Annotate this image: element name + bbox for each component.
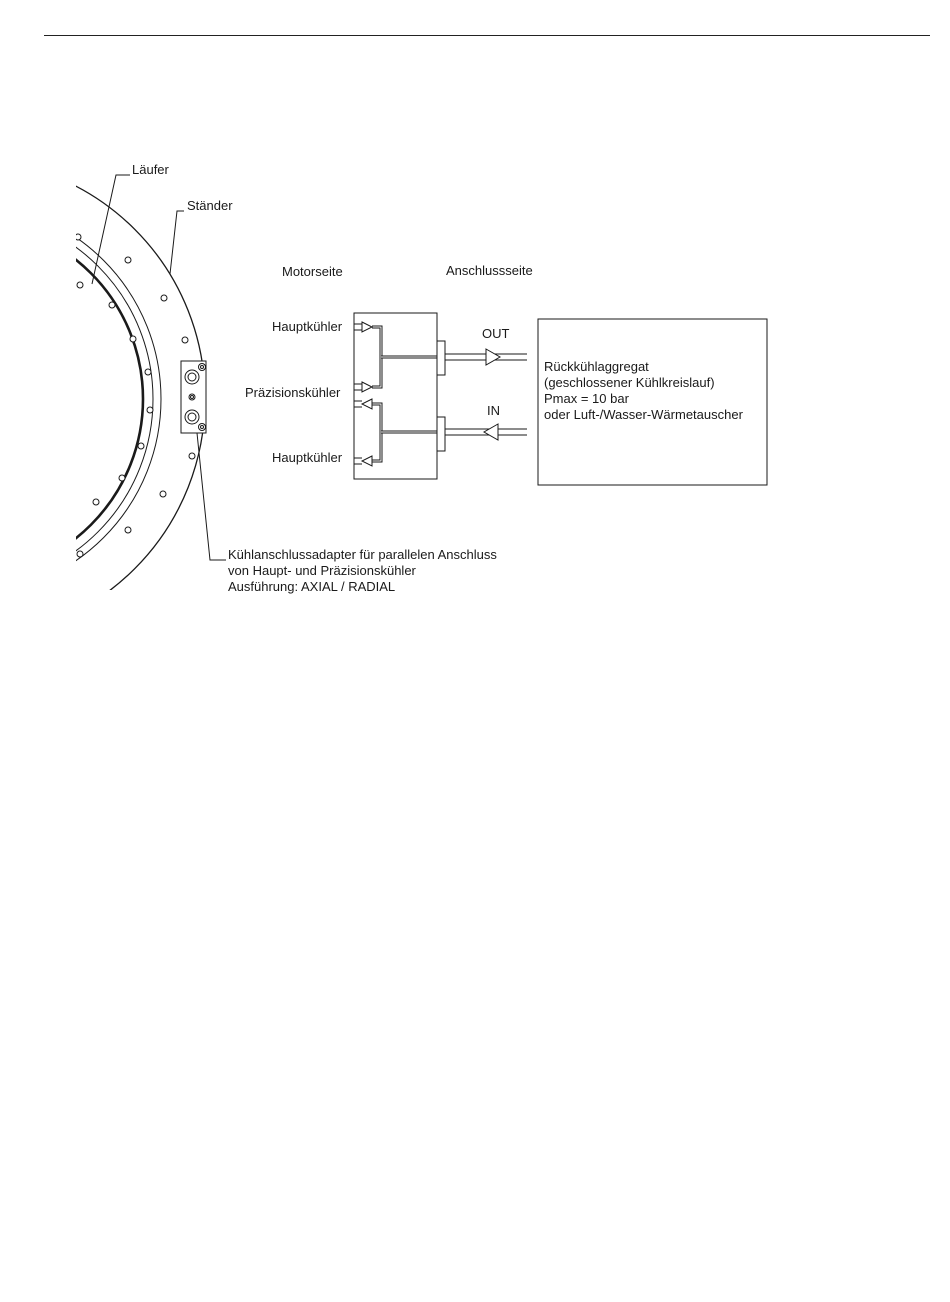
stator-outer-ring [0, 159, 205, 639]
hauptkuehler-top-label: Hauptkühler [272, 319, 343, 334]
rotor-ring-inner [0, 221, 143, 577]
adapter-note-line: Kühlanschlussadapter für parallelen Anschluss [228, 547, 497, 562]
in-arrow [484, 424, 498, 440]
hauptkuehler-bottom-label: Hauptkühler [272, 450, 343, 465]
laeufer-label: Läufer [132, 162, 169, 177]
in-pipe [445, 424, 527, 440]
motor-drawing [0, 159, 205, 639]
rotor-bolt-holes [77, 282, 153, 505]
reservoir-line: (geschlossener Kühlkreislauf) [544, 375, 715, 390]
motorseite-label: Motorseite [282, 264, 343, 279]
coolant-manifold [354, 313, 437, 479]
adapter-note-line: von Haupt- und Präzisionskühler [228, 563, 416, 578]
pipe-connectors [437, 341, 445, 451]
out-pipe [445, 349, 527, 365]
adapter-note [228, 547, 497, 595]
staender-label: Ständer [187, 198, 233, 213]
praezisionskuehler-label: Präzisionskühler [245, 385, 341, 400]
out-label: OUT [482, 326, 510, 341]
in-label: IN [487, 403, 500, 418]
out-arrow [486, 349, 500, 365]
reservoir-line: oder Luft-/Wasser-Wärmetauscher [544, 407, 743, 422]
cooling-adapter [181, 361, 206, 433]
stator-bolt-holes [75, 234, 195, 557]
anschlussseite-label: Anschlussseite [446, 263, 533, 278]
reservoir-line: Pmax = 10 bar [544, 391, 629, 406]
adapter-leader [197, 433, 226, 560]
staender-leader [170, 211, 184, 274]
reservoir-line: Rückkühlaggregat [544, 359, 649, 374]
rotor-ring-outer [0, 203, 161, 595]
reservoir-description [544, 359, 743, 423]
adapter-note-line: Ausführung: AXIAL / RADIAL [228, 579, 396, 594]
